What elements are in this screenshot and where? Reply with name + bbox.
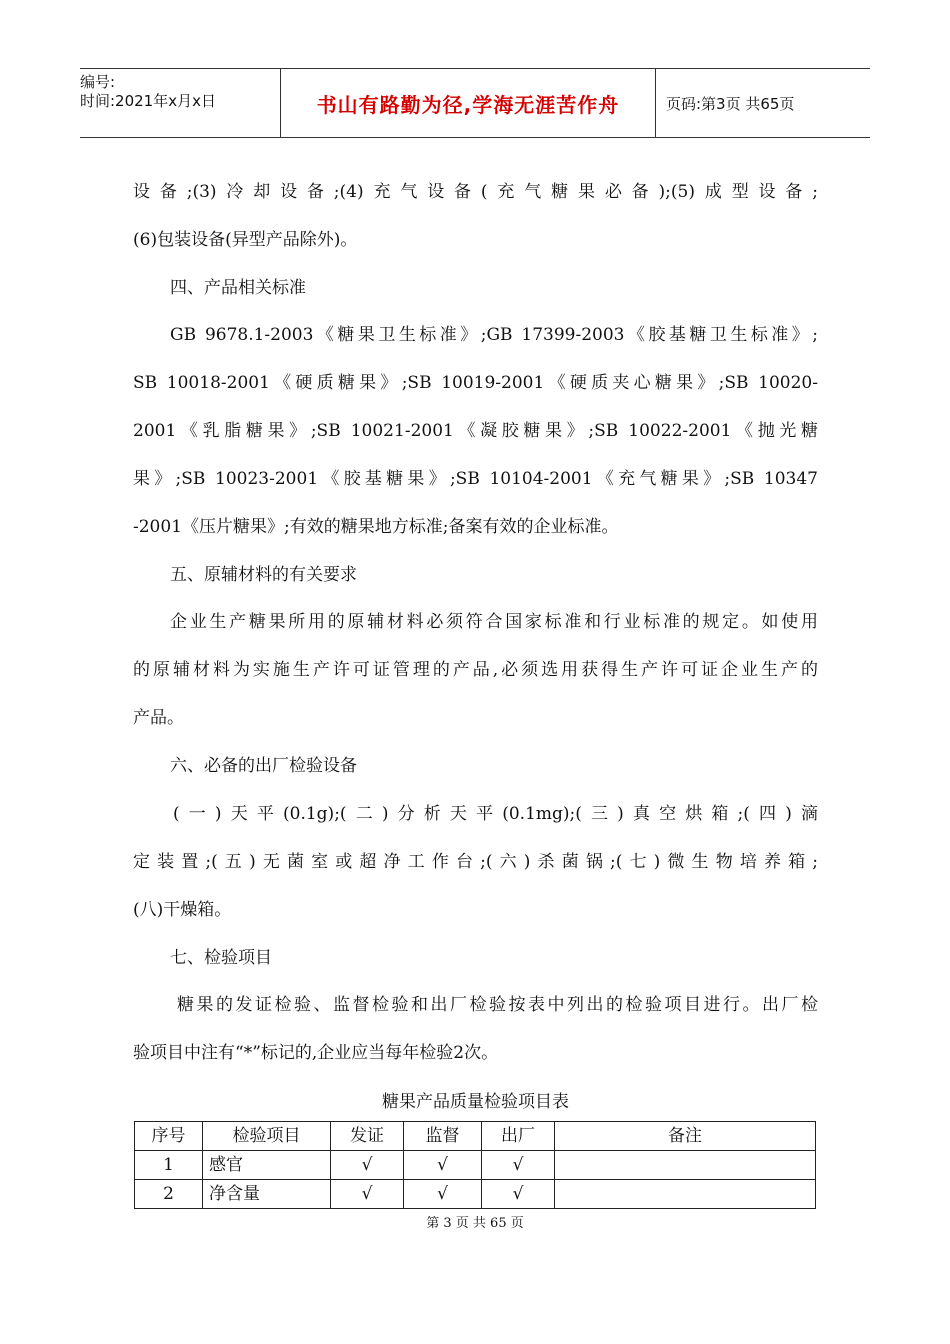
table-header-cell: 序号 [135,1122,203,1151]
time-label: 时间:2021年x月x日 [80,92,216,110]
paragraph-line: 企业生产糖果所用的原辅材料必须符合国家标准和行业标准的规定。如使用 [170,612,818,632]
section-heading: 七、检验项目 [170,948,272,968]
paragraph-line: 2001《乳脂糖果》;SB 10021-2001《凝胶糖果》;SB 10022-2001《抛光糖 [133,421,818,441]
paragraph-line: 验项目中注有“*”标记的,企业应当每年检验2次。 [133,1043,499,1063]
table-cell: 1 [135,1151,203,1180]
paragraph-line: GB 9678.1-2003《糖果卫生标准》;GB 17399-2003《胶基糖卫生标准》; [170,325,818,345]
paragraph-line: 设备;(3)冷却设备;(4)充气设备(充气糖果必备);(5)成型设备; [133,182,818,202]
paragraph-line: 的原辅材料为实施生产许可证管理的产品,必须选用获得生产许可证企业生产的 [133,660,818,680]
table-cell: √ [482,1151,555,1180]
section-heading: 五、原辅材料的有关要求 [170,565,357,585]
section-heading: 六、必备的出厂检验设备 [170,756,357,776]
page-header [80,68,870,138]
paragraph-line: SB 10018-2001《硬质糖果》;SB 10019-2001《硬质夹心糖果》;SB 10020- [133,373,818,393]
table-cell: √ [331,1151,404,1180]
section-heading: 四、产品相关标准 [170,278,306,298]
table-cell: √ [404,1180,482,1209]
paragraph-line: 果》;SB 10023-2001《胶基糖果》;SB 10104-2001《充气糖果》;SB 10347 [133,469,818,489]
page-footer: 第 3 页 共 65 页 [426,1216,524,1231]
paragraph-line: (八)干燥箱。 [133,900,232,920]
table-cell: √ [404,1151,482,1180]
table-title: 糖果产品质量检验项目表 [382,1092,569,1112]
table-header-row [135,1122,816,1151]
paragraph-line: (一)天平(0.1g);(二)分析天平(0.1mg);(三)真空烘箱;(四)滴 [173,804,818,824]
header-left [80,69,280,137]
table-cell [555,1151,816,1180]
table-header-cell: 发证 [331,1122,404,1151]
table-header-cell: 检验项目 [203,1122,331,1151]
paragraph-line: 产品。 [133,708,184,728]
table-row [135,1180,816,1209]
header-motto: 书山有路勤为径,学海无涯苦作舟 [280,69,656,137]
table-cell: 感官 [203,1151,331,1180]
table-cell: 2 [135,1180,203,1209]
paragraph-line: 糖果的发证检验、监督检验和出厂检验按表中列出的检验项目进行。出厂检 [177,995,818,1015]
paragraph-line: 定装置;(五)无菌室或超净工作台;(六)杀菌锅;(七)微生物培养箱; [133,852,818,872]
table-row [135,1151,816,1180]
serial-label: 编号: [80,73,116,91]
paragraph-line: -2001《压片糖果》;有效的糖果地方标准;备案有效的企业标准。 [133,517,619,537]
inspection-table [134,1121,816,1209]
header-page-info: 页码:第3页 共65页 [666,94,795,113]
table-cell: 净含量 [203,1180,331,1209]
table-header-cell: 监督 [404,1122,482,1151]
table-cell: √ [331,1180,404,1209]
table-header-cell: 备注 [555,1122,816,1151]
table-cell [555,1180,816,1209]
table-header-cell: 出厂 [482,1122,555,1151]
table-cell: √ [482,1180,555,1209]
paragraph-line: (6)包装设备(异型产品除外)。 [133,230,358,250]
